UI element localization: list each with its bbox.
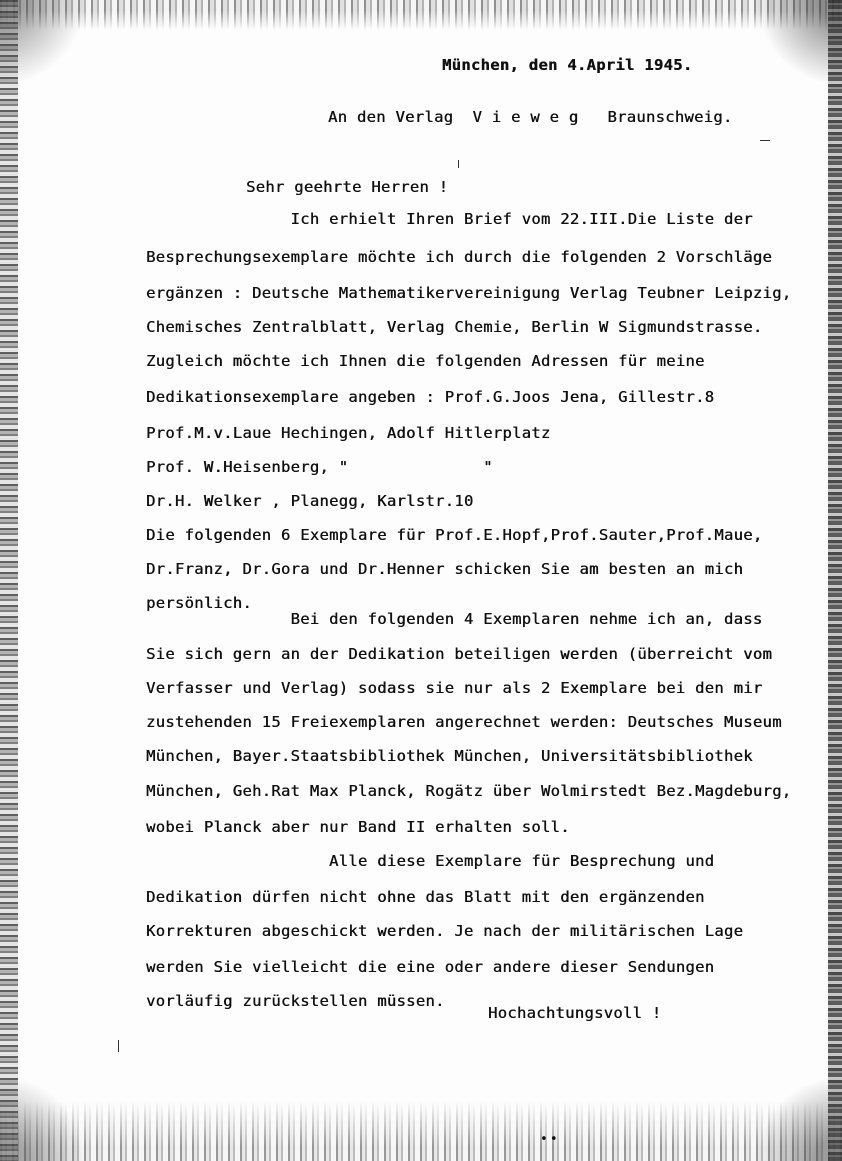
- body-line: Chemisches Zentralblatt, Verlag Chemie, Berlin W Sigmundstrasse.: [146, 318, 763, 336]
- letter-salutation: Sehr geehrte Herren !: [246, 178, 449, 196]
- scan-corner: [0, 0, 90, 90]
- body-line: Bei den folgenden 4 Exemplaren nehme ich an, dass: [146, 610, 763, 628]
- body-line: ergänzen : Deutsche Mathematikervereinigung Verlag Teubner Leipzig,: [146, 284, 792, 302]
- body-line: Prof.M.v.Laue Hechingen, Adolf Hitlerplatz: [146, 424, 551, 442]
- scan-border-left: [0, 0, 18, 1161]
- body-line: Alle diese Exemplare für Besprechung und: [146, 852, 715, 870]
- body-line: Verfasser und Verlag) sodass sie nur als 2 Exemplare bei den mir: [146, 679, 763, 697]
- scan-corner: [752, 1071, 842, 1161]
- page-bottom-mark: ••: [540, 1132, 560, 1147]
- stray-mark: [760, 140, 770, 141]
- letter-recipient: An den Verlag V i e w e g Braunschweig.: [328, 108, 733, 126]
- stray-mark: [458, 160, 459, 168]
- body-line: Dr.H. Welker , Planegg, Karlstr.10: [146, 492, 474, 510]
- body-line: Dedikation dürfen nicht ohne das Blatt mit den ergänzenden: [146, 888, 705, 906]
- scan-border-top: [0, 0, 842, 30]
- letter-signoff: Hochachtungsvoll !: [488, 1004, 662, 1022]
- letter-date: München, den 4.April 1945.: [442, 56, 693, 74]
- body-line: Besprechungsexemplare möchte ich durch die folgenden 2 Vorschläge: [146, 248, 773, 266]
- body-line: Ich erhielt Ihren Brief vom 22.III.Die Liste der: [146, 210, 753, 228]
- body-line: werden Sie vielleicht die eine oder andere dieser Sendungen: [146, 958, 715, 976]
- body-line: Dr.Franz, Dr.Gora und Dr.Henner schicken Sie am besten an mich: [146, 560, 744, 578]
- body-line: Korrekturen abgeschickt werden. Je nach der militärischen Lage: [146, 922, 744, 940]
- body-line: persönlich.: [146, 594, 252, 612]
- scan-border-bottom: [0, 1101, 842, 1161]
- body-line: Dedikationsexemplare angeben : Prof.G.Joos Jena, Gillestr.8: [146, 388, 715, 406]
- stray-mark: [118, 1040, 119, 1052]
- body-line: wobei Planck aber nur Band II erhalten soll.: [146, 818, 570, 836]
- body-line: München, Geh.Rat Max Planck, Rogätz über Wolmirstedt Bez.Magdeburg,: [146, 782, 792, 800]
- body-line: Die folgenden 6 Exemplare für Prof.E.Hopf,Prof.Sauter,Prof.Maue,: [146, 526, 763, 544]
- scan-corner: [0, 1071, 90, 1161]
- scan-border-right: [828, 0, 842, 1161]
- body-line: Sie sich gern an der Dedikation beteiligen werden (überreicht vom: [146, 645, 773, 663]
- body-line: Prof. W.Heisenberg, " ": [146, 458, 493, 476]
- body-line: Zugleich möchte ich Ihnen die folgenden Adressen für meine: [146, 352, 705, 370]
- scan-corner: [752, 0, 842, 90]
- body-line: vorläufig zurückstellen müssen.: [146, 992, 445, 1010]
- body-line: zustehenden 15 Freiexemplaren angerechnet werden: Deutsches Museum: [146, 713, 782, 731]
- body-line: München, Bayer.Staatsbibliothek München, Universitätsbibliothek: [146, 747, 753, 765]
